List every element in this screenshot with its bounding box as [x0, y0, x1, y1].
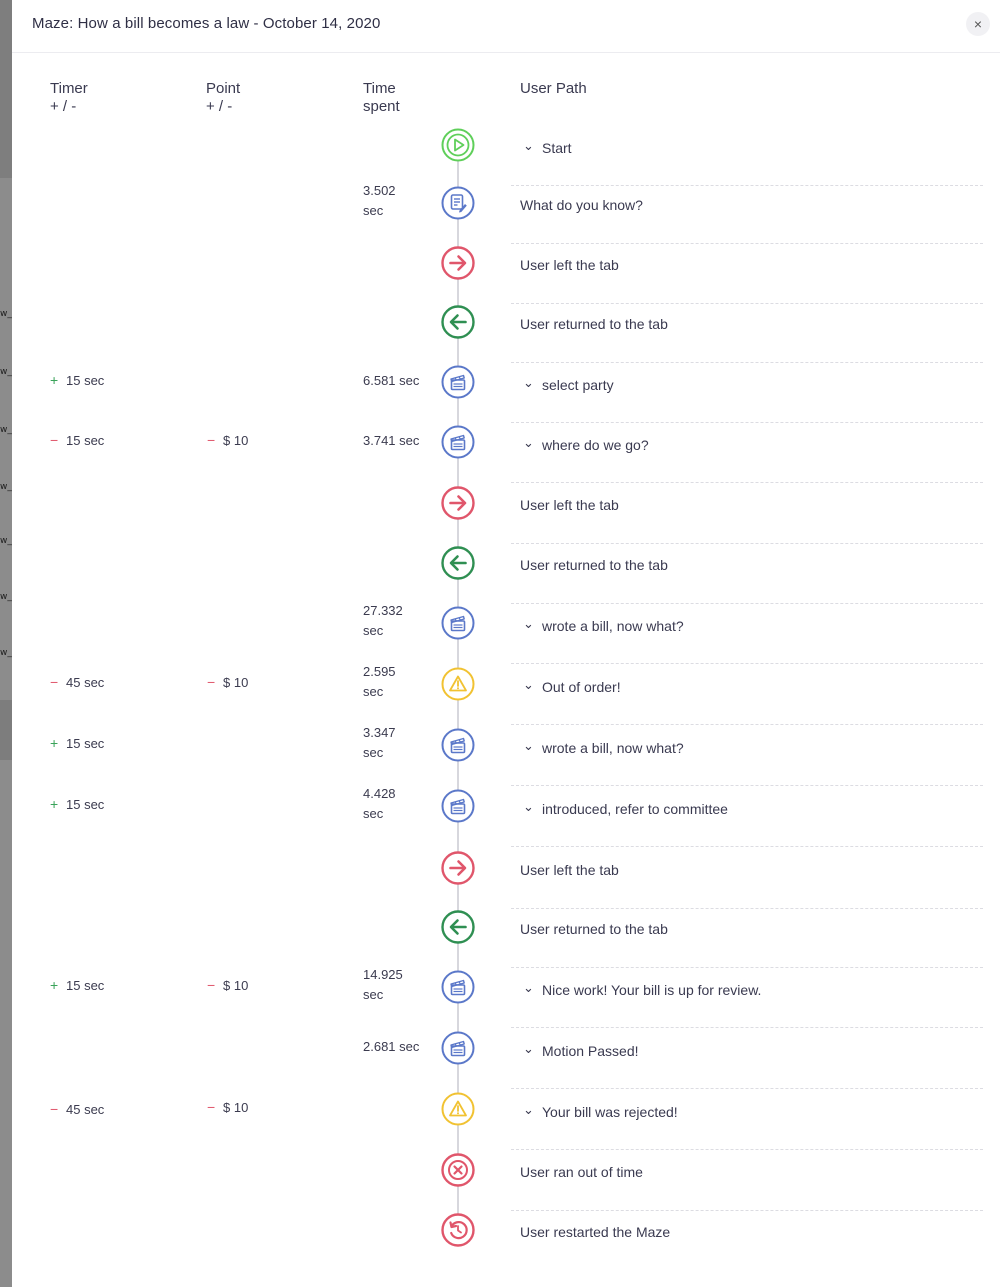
timer-delta — [50, 735, 104, 751]
path-step-toggle[interactable] — [520, 1043, 639, 1060]
time-spent — [363, 784, 435, 824]
path-step-toggle[interactable] — [520, 1104, 678, 1121]
time-spent — [363, 662, 435, 702]
timer-delta — [50, 674, 104, 690]
table-row[interactable] — [12, 664, 1000, 725]
path-step-label — [520, 497, 619, 513]
path-step-text: User returned to the tab — [520, 316, 668, 332]
time-spent — [363, 181, 435, 221]
background-page-strip — [0, 0, 12, 1287]
chevron-down-icon[interactable]: ⌄ — [523, 616, 534, 631]
table-row — [12, 183, 1000, 244]
time-spent-value: 3.502 — [363, 183, 396, 198]
chevron-down-icon[interactable]: ⌄ — [523, 980, 534, 995]
point-delta — [207, 1099, 248, 1115]
time-spent — [363, 1037, 435, 1057]
background-mark: w_ — [0, 309, 12, 319]
point-sign: − — [207, 977, 216, 993]
x-circle-icon — [441, 1153, 475, 1187]
arrow-right-exit-icon — [441, 851, 475, 885]
path-step-text: Your bill was rejected! — [542, 1104, 678, 1120]
path-step-toggle[interactable] — [520, 140, 572, 157]
timer-value: 15 sec — [66, 978, 105, 993]
path-step-text: wrote a bill, now what? — [542, 740, 684, 756]
chevron-down-icon[interactable]: ⌄ — [523, 435, 534, 450]
point-value: $ 10 — [223, 675, 249, 690]
path-step-text: select party — [542, 377, 614, 393]
table-row[interactable] — [12, 725, 1000, 786]
clapperboard-icon — [441, 789, 475, 823]
arrow-left-return-icon — [441, 546, 475, 580]
point-sign: − — [207, 674, 216, 690]
time-spent — [363, 431, 435, 451]
path-step-label — [520, 1224, 670, 1240]
modal-title: Maze: How a bill becomes a law - October 14, 2020 — [32, 15, 381, 32]
path-step-text: User returned to the tab — [520, 557, 668, 573]
row-divider — [511, 846, 983, 847]
time-spent-value: 6.581 sec — [363, 373, 420, 388]
background-mark: w_ — [0, 425, 12, 435]
timer-delta — [50, 432, 104, 448]
path-step-text: Motion Passed! — [542, 1043, 639, 1059]
time-spent-unit: sec — [363, 623, 384, 638]
path-step-label — [520, 316, 668, 332]
time-spent-value: 4.428 — [363, 786, 396, 801]
timer-value: 15 sec — [66, 736, 105, 751]
path-step-text: User restarted the Maze — [520, 1224, 671, 1240]
chevron-down-icon[interactable]: ⌄ — [523, 738, 534, 753]
chevron-down-icon[interactable]: ⌄ — [523, 375, 534, 390]
table-row — [12, 483, 1000, 544]
time-spent — [363, 371, 435, 391]
path-step-toggle[interactable] — [520, 618, 684, 635]
time-spent-unit: sec — [363, 684, 384, 699]
chevron-down-icon[interactable]: ⌄ — [523, 677, 534, 692]
path-step-toggle[interactable] — [520, 377, 614, 394]
path-step-toggle[interactable] — [520, 801, 728, 818]
column-header-time-spent: Time spent — [363, 80, 400, 115]
path-step-text: What do you know? — [520, 197, 643, 213]
path-step-label — [520, 257, 619, 273]
clapperboard-icon — [441, 365, 475, 399]
clapperboard-icon — [441, 728, 475, 762]
path-step-toggle[interactable] — [520, 740, 684, 757]
modal-header — [12, 0, 1000, 53]
time-spent-value: 2.595 — [363, 664, 396, 679]
time-spent-value: 3.347 — [363, 725, 396, 740]
table-row[interactable] — [12, 603, 1000, 664]
path-step-label — [520, 1164, 643, 1180]
timer-value: 45 sec — [66, 1102, 105, 1117]
timer-value: 15 sec — [66, 373, 105, 388]
timer-sign: + — [50, 735, 59, 751]
time-spent-value: 2.681 sec — [363, 1039, 420, 1054]
timer-value: 15 sec — [66, 797, 105, 812]
path-step-text: User returned to the tab — [520, 921, 668, 937]
background-mark: w_ — [0, 482, 12, 492]
clapperboard-icon — [441, 970, 475, 1004]
play-start-icon — [441, 128, 475, 162]
time-spent — [363, 601, 435, 641]
path-step-label — [520, 921, 668, 937]
path-step-text: User left the tab — [520, 862, 619, 878]
background-mark: w_ — [0, 367, 12, 377]
time-spent-value: 27.332 — [363, 603, 403, 618]
clapperboard-icon — [441, 1031, 475, 1065]
path-step-toggle[interactable] — [520, 437, 649, 454]
timer-sign: + — [50, 372, 59, 388]
table-row[interactable] — [12, 967, 1000, 1028]
table-row[interactable] — [12, 1028, 1000, 1089]
question-edit-icon — [441, 186, 475, 220]
table-row — [12, 1210, 1000, 1271]
arrow-left-return-icon — [441, 305, 475, 339]
timer-value: 15 sec — [66, 433, 105, 448]
point-sign: − — [207, 432, 216, 448]
path-step-text: User left the tab — [520, 257, 619, 273]
chevron-down-icon[interactable]: ⌄ — [523, 138, 534, 153]
table-row — [12, 848, 1000, 909]
path-step-text: Out of order! — [542, 679, 621, 695]
timer-sign: + — [50, 977, 59, 993]
maze-session-modal — [12, 0, 1000, 1287]
arrow-left-return-icon — [441, 910, 475, 944]
column-header-point: Point + / - — [206, 80, 241, 115]
point-delta — [207, 674, 248, 690]
time-spent-unit: sec — [363, 745, 384, 760]
table-row[interactable] — [12, 786, 1000, 847]
point-value: $ 10 — [223, 1100, 249, 1115]
timer-sign: + — [50, 796, 59, 812]
path-step-text: User ran out of time — [520, 1164, 643, 1180]
timer-delta — [50, 796, 104, 812]
table-row — [12, 543, 1000, 604]
time-spent-value: 14.925 — [363, 967, 403, 982]
timer-delta — [50, 1101, 104, 1117]
time-spent-unit: sec — [363, 806, 384, 821]
time-spent — [363, 723, 435, 763]
column-header-timer: Timer + / - — [50, 80, 88, 115]
table-row — [12, 243, 1000, 304]
path-step-text: User left the tab — [520, 497, 619, 513]
timer-sign: − — [50, 674, 59, 690]
column-header-user-path: User Path — [520, 80, 587, 97]
path-step-label — [520, 557, 668, 573]
timer-delta — [50, 372, 104, 388]
path-step-label — [520, 862, 619, 878]
table-row — [12, 907, 1000, 968]
table-row — [12, 302, 1000, 363]
point-value: $ 10 — [223, 433, 249, 448]
point-value: $ 10 — [223, 978, 249, 993]
background-mark: w_ — [0, 592, 12, 602]
background-mark: w_ — [0, 536, 12, 546]
path-step-text: wrote a bill, now what? — [542, 618, 684, 634]
warning-icon — [441, 667, 475, 701]
background-mark: w_ — [0, 648, 12, 658]
path-step-text: where do we go? — [542, 437, 649, 453]
path-step-toggle[interactable] — [520, 679, 621, 696]
point-delta — [207, 977, 248, 993]
chevron-down-icon[interactable]: ⌄ — [523, 1102, 534, 1117]
table-row — [12, 1150, 1000, 1211]
table-row[interactable] — [12, 422, 1000, 483]
time-spent-unit: sec — [363, 987, 384, 1002]
close-icon: × — [973, 16, 983, 32]
timer-delta — [50, 977, 104, 993]
clapperboard-icon — [441, 606, 475, 640]
timer-value: 45 sec — [66, 675, 105, 690]
timer-sign: − — [50, 432, 59, 448]
time-spent-value: 3.741 sec — [363, 433, 420, 448]
arrow-right-exit-icon — [441, 486, 475, 520]
path-step-text: Nice work! Your bill is up for review. — [542, 982, 762, 998]
time-spent — [363, 965, 435, 1005]
arrow-right-exit-icon — [441, 246, 475, 280]
chevron-down-icon[interactable]: ⌄ — [523, 1041, 534, 1056]
path-step-text: introduced, refer to committee — [542, 801, 728, 817]
close-button[interactable] — [966, 12, 990, 36]
path-step-text: Start — [542, 140, 572, 156]
clapperboard-icon — [441, 425, 475, 459]
chevron-down-icon[interactable]: ⌄ — [523, 799, 534, 814]
table-row[interactable] — [12, 1089, 1000, 1150]
time-spent-unit: sec — [363, 203, 384, 218]
path-step-label — [520, 197, 643, 213]
table-row[interactable] — [12, 362, 1000, 423]
timer-sign: − — [50, 1101, 59, 1117]
table-row[interactable] — [12, 125, 1000, 186]
point-sign: − — [207, 1099, 216, 1115]
point-delta — [207, 432, 248, 448]
restart-icon — [441, 1213, 475, 1247]
warning-icon — [441, 1092, 475, 1126]
path-step-toggle[interactable] — [520, 982, 761, 999]
